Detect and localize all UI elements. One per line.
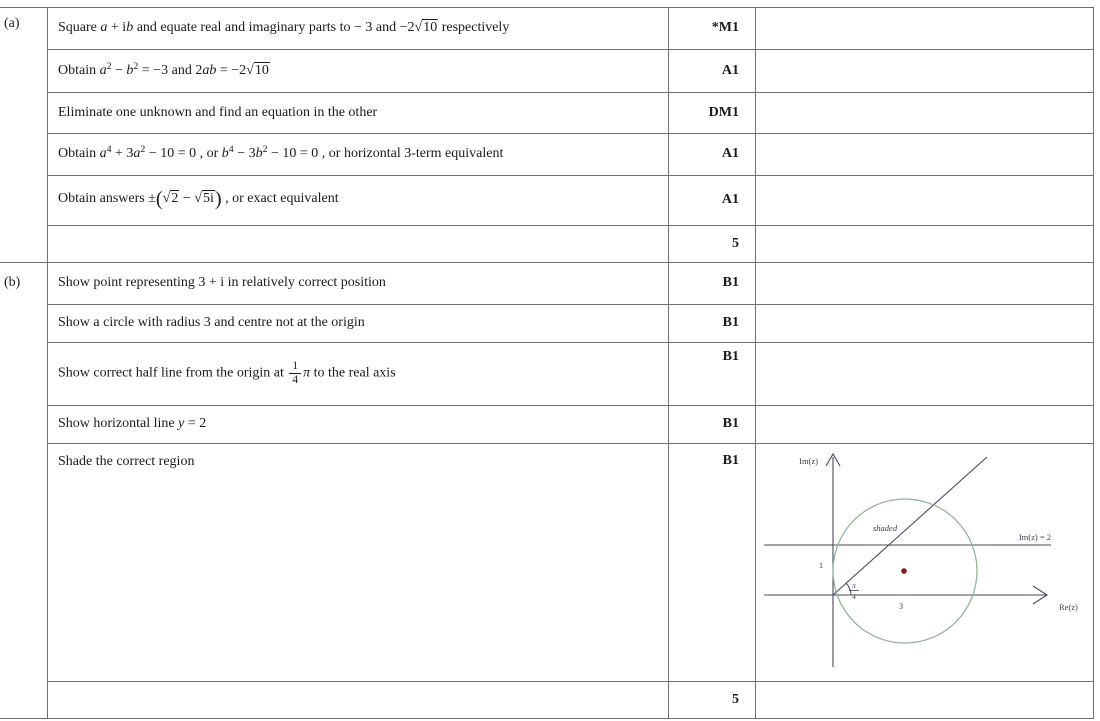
criteria-cell: Show point representing 3 + i in relatively correct position [58, 275, 386, 291]
criteria-cell [47, 225, 668, 262]
half-line [833, 457, 987, 595]
im-equals-2-label: Im(z) = 2 [1018, 532, 1051, 542]
mark-cell: B1 [722, 275, 739, 290]
re-tick-label: 3 [899, 602, 903, 611]
part-label-b: (b) [4, 275, 21, 290]
criteria-cell: Show a circle with radius 3 and centre not at the origin [58, 315, 365, 331]
mark-cell: B1 [722, 349, 739, 364]
argand-diagram [756, 444, 1093, 685]
total-mark-cell: 5 [732, 235, 739, 251]
criteria-cell [47, 681, 668, 718]
part-label-a: (a) [4, 16, 20, 31]
total-mark-cell: 5 [732, 691, 739, 707]
mark-cell: *M1 [711, 20, 739, 35]
angle-fraction-numerator: π [852, 581, 856, 590]
angle-arc [846, 583, 851, 595]
criteria-cell: Obtain $a^4 + 3a^2 - 10 = 0$ , or $b^4 - 3b^2 - 10 = 0$ , or horizontal 3-term equivalent [58, 144, 504, 162]
criteria-cell: Eliminate one unknown and find an equation in the other [58, 104, 378, 120]
grid-line [0, 718, 1094, 719]
mark-cell: B1 [722, 416, 739, 431]
im-axis-label: Im(z) [799, 456, 818, 466]
criteria-cell: Square a + ib and equate real and imaginary parts to − 3 and −2√10 respectively [58, 20, 510, 36]
grid-line [1093, 7, 1094, 719]
re-axis-label: Re(z) [1059, 602, 1078, 612]
criteria-cell: Obtain $a^2 - b^2 = -3$ and 2ab = −2√10 [58, 60, 269, 78]
angle-fraction-denominator: 4 [852, 592, 856, 601]
criteria-cell: Show horizontal line y = 2 [58, 416, 207, 432]
mark-cell: DM1 [708, 104, 739, 120]
criteria-cell: Shade the correct region [58, 454, 195, 469]
criteria-cell: Show correct half line from the origin at $\frac{1}{4}$ π to the real axis [58, 360, 396, 386]
mark-cell: B1 [722, 453, 739, 468]
criteria-cell: Obtain answers ±(√2 − √5i) , or exact equivalent [58, 188, 339, 211]
im-tick-label: 1 [819, 561, 823, 570]
circle-centre-dot [901, 568, 907, 574]
shaded-region-label: shaded [873, 523, 898, 533]
mark-cell: A1 [721, 192, 739, 207]
mark-cell: B1 [722, 315, 739, 330]
mark-cell: A1 [721, 146, 739, 161]
mark-cell: A1 [721, 62, 739, 78]
